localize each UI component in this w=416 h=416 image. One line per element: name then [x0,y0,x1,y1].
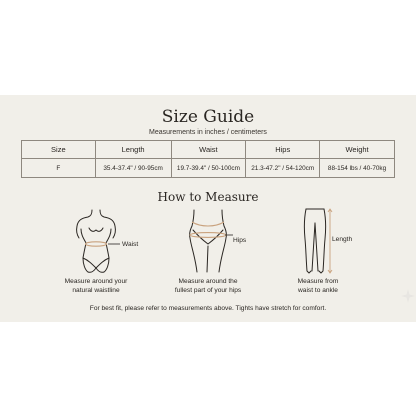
length-caption-line1: Measure from [297,278,339,285]
hips-caption [158,278,258,295]
header-size: Size [22,141,96,159]
cell-length: 35.4-37.4" / 90-95cm [95,159,171,178]
hips-label: Hips [233,237,247,244]
waist-caption [46,278,146,295]
hips-icon [183,208,233,274]
waist-caption-line2: natural waistline [72,286,120,294]
size-guide-title: Size Guide [161,107,255,127]
size-table-header-row [22,141,395,159]
torso-waist-icon [72,208,120,274]
hips-caption-line1: Measure around the [178,278,238,285]
size-guide-card [0,95,416,322]
header-waist: Waist [171,141,246,159]
size-guide-subtitle: Measurements in inches / centimeters [149,129,267,136]
hips-caption-line2: fullest part of your hips [174,286,242,294]
length-label: Length [332,236,353,243]
waist-caption-line1: Measure around your [64,278,128,285]
cell-size: F [22,159,96,178]
waist-label: Waist [122,241,139,248]
cell-waist: 19.7-39.4" / 50-100cm [171,159,246,178]
cell-hips: 21.3-47.2" / 54-120cm [246,159,320,178]
table-row [22,159,395,178]
length-caption-line2: waist to ankle [298,286,338,294]
sparkle-icon [400,288,416,304]
cell-weight: 88-154 lbs / 40-70kg [320,159,395,178]
header-weight: Weight [320,141,395,159]
fit-note: For best fit, please refer to measurements above. Tights have stretch for comfort. [89,305,327,312]
header-hips: Hips [246,141,320,159]
how-to-measure-title: How to Measure [157,190,259,204]
leg-length-icon [300,205,336,277]
size-table [21,140,395,178]
length-caption [268,278,368,295]
header-length: Length [95,141,171,159]
